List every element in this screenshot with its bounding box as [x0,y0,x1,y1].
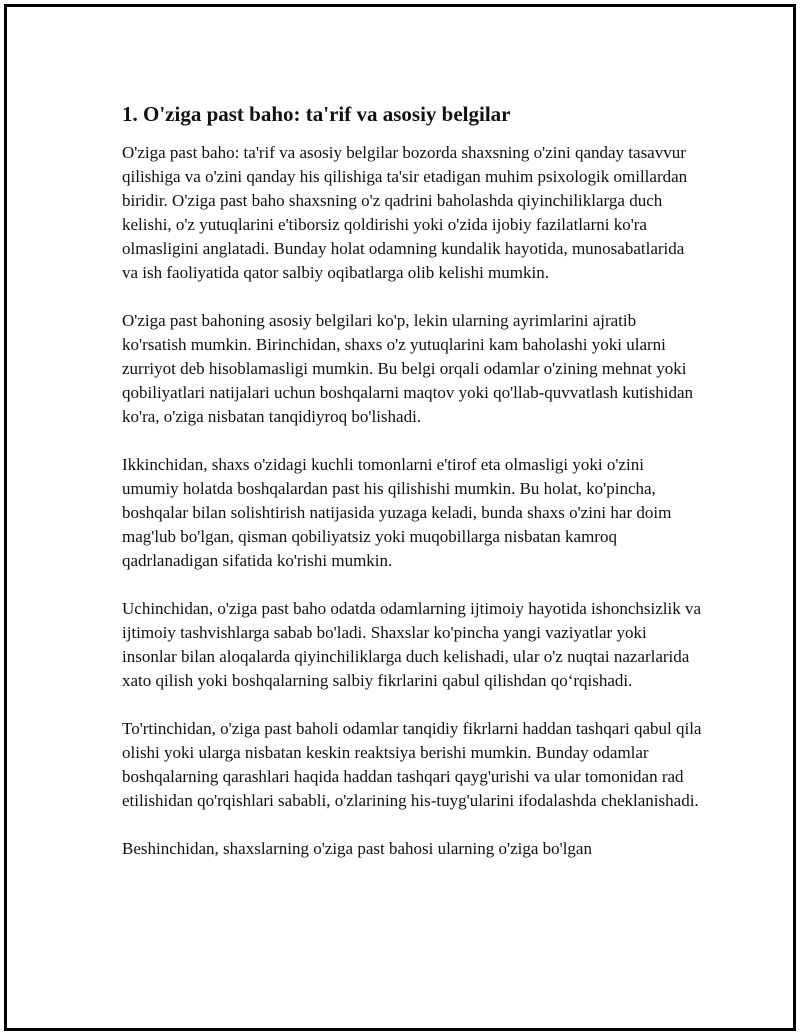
paragraph-definition: O'ziga past baho: ta'rif va asosiy belgilar bozorda shaxsning o'zini qanday tasavvur qilishiga va o'zini qanday his qilishiga ta'sir etadigan muhim psixologik omillardan biridir. O'ziga past baho shaxsning o'z qadrini baholashda qiyinchiliklarga duch kelishi, o'z yutuqlarini e'tiborsiz qoldirishi yoki o'zida ijobiy fazilatlarni ko'ra olmasligini anglatadi. Bunday holat odamning kundalik hayotida, munosabatlarida va ish faoliyatida qator salbiy oqibatlarga olib kelishi mumkin. [122,143,688,282]
paragraph-third-sign: Uchinchidan, o'ziga past baho odatda odamlarning ijtimoiy hayotida ishonchsizlik va ijtimoiy tashvishlarga sabab bo'ladi. Shaxslar ko'pincha yangi vaziyatlar yoki insonlar bilan aloqalarda qiyinchiliklarga duch kelishadi, ular o'z nuqtai nazarlarida xato qilish yoki boshqalarning salbiy fikrlarini qabul qilishdan qo‘rqishadi. [122,599,702,690]
paragraph-first-sign: O'ziga past bahoning asosiy belgilari ko'p, lekin ularning ayrimlarini ajratib ko'rsatish mumkin. Birinchidan, shaxs o'z yutuqlarini kam baholashi yoki ularni zurriyot deb hisoblamasligi mumkin. Bu belgi orqali odamlar o'zining mehnat yoki qobiliyatlari natijalari uchun boshqalarni maqtov yoki qo'llab-quvvatlash kutishidan ko'ra, o'ziga nisbatan tanqidiyroq bo'lishadi. [122,311,694,426]
page-frame [4,4,796,1031]
paragraph-second-sign: Ikkinchidan, shaxs o'zidagi kuchli tomonlarni e'tirof eta olmasligi yoki o'zini umumiy holatda boshqalardan past his qilishishi mumkin. Bu holat, ko'pincha, boshqalar bilan solishtirish natijasida yuzaga keladi, bunda shaxs o'zini har doim mag'lub bo'lgan, qisman qobiliyatsiz yoki muqobillarga nisbatan kamroq qadrlanadigan sifatida ko'rishi mumkin. [122,455,672,570]
document-body [122,101,702,885]
section-heading: 1. O'ziga past baho: ta'rif va asosiy belgilar [122,102,511,126]
paragraph-fifth-sign: Beshinchidan, shaxslarning o'ziga past bahosi ularning o'ziga bo'lgan [122,839,592,858]
paragraph-fourth-sign: To'rtinchidan, o'ziga past baholi odamlar tanqidiy fikrlarni haddan tashqari qabul qila olishi yoki ularga nisbatan keskin reaktsiya berishi mumkin. Bunday odamlar boshqalarning qarashlari haqida haddan tashqari qayg'urishi va ular tomonidan rad etilishidan qo'rqishlari sababli, o'zlarining his-tuyg'ularini ifodalashda cheklanishadi. [122,719,702,810]
